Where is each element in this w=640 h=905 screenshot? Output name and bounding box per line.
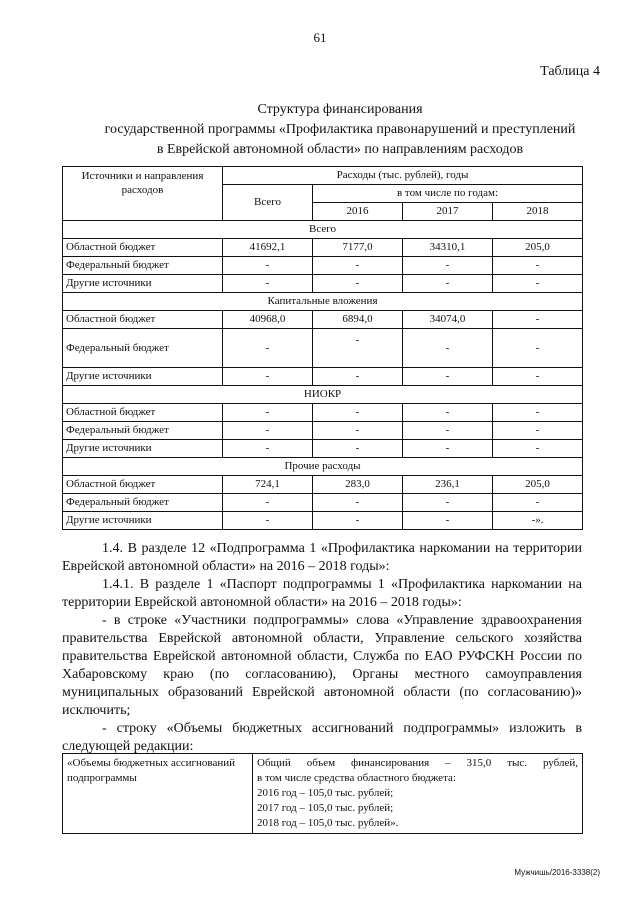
- cell-value: -: [313, 494, 403, 512]
- cell-value: 283,0: [313, 476, 403, 494]
- cell-value: -: [403, 440, 493, 458]
- header-expenses: Расходы (тыс. рублей), годы: [223, 167, 583, 185]
- cell-value: 205,0: [493, 239, 583, 257]
- cell-value: -: [493, 311, 583, 329]
- row-label: Другие источники: [63, 275, 223, 293]
- header-year-2017: 2017: [403, 203, 493, 221]
- body-text: [62, 540, 582, 756]
- cell-value: -».: [493, 512, 583, 530]
- table-row: [63, 440, 583, 458]
- cell-value: -: [403, 275, 493, 293]
- cell-value: -: [493, 494, 583, 512]
- section-title: НИОКР: [63, 386, 583, 404]
- cell-value: -: [223, 512, 313, 530]
- cell-value: -: [403, 494, 493, 512]
- cell-value: 236,1: [403, 476, 493, 494]
- row-label: Федеральный бюджет: [63, 422, 223, 440]
- section-row: [63, 221, 583, 239]
- cell-value: -: [493, 275, 583, 293]
- cell-value: -: [223, 422, 313, 440]
- budget-label: «Объемы бюджетных ассигнований подпрограммы: [63, 754, 253, 834]
- cell-value: -: [223, 404, 313, 422]
- title-line-3: в Еврейской автономной области» по направлениям расходов: [156, 142, 524, 157]
- page-number: 61: [313, 30, 327, 45]
- cell-value: -: [493, 257, 583, 275]
- cell-value: -: [403, 368, 493, 386]
- cell-value: 40968,0: [223, 311, 313, 329]
- section-row: [63, 386, 583, 404]
- cell-value: -: [223, 275, 313, 293]
- cell-value: -: [313, 368, 403, 386]
- cell-value: -: [223, 329, 313, 368]
- header-by-years: в том числе по годам:: [313, 185, 583, 203]
- budget-details: [253, 754, 583, 834]
- cell-value: -: [403, 422, 493, 440]
- row-label: Другие источники: [63, 368, 223, 386]
- section-row: [63, 458, 583, 476]
- cell-value: 6894,0: [313, 311, 403, 329]
- cell-value: -: [313, 404, 403, 422]
- header-year-2018: 2018: [493, 203, 583, 221]
- table-row: [63, 422, 583, 440]
- cell-value: -: [313, 329, 403, 368]
- table-row: [63, 329, 583, 368]
- section-row: [63, 293, 583, 311]
- table-row: [63, 512, 583, 530]
- cell-value: -: [223, 494, 313, 512]
- budget-line: 2017 год – 105,0 тыс. рублей;: [257, 802, 394, 814]
- section-title: Всего: [63, 221, 583, 239]
- financing-table: [62, 166, 583, 530]
- header-year-2016: 2016: [313, 203, 403, 221]
- cell-value: -: [493, 368, 583, 386]
- cell-value: -: [403, 404, 493, 422]
- cell-value: -: [403, 512, 493, 530]
- table-row: [63, 368, 583, 386]
- cell-value: 41692,1: [223, 239, 313, 257]
- cell-value: -: [313, 275, 403, 293]
- table-row: [63, 239, 583, 257]
- header-total: Всего: [223, 185, 313, 221]
- cell-value: 34310,1: [403, 239, 493, 257]
- header-row-1: [63, 167, 583, 185]
- cell-value: 724,1: [223, 476, 313, 494]
- paragraph: - строку «Объемы бюджетных ассигнований подпрограммы» изложить в следующей редакции:: [62, 721, 582, 754]
- row-label: Другие источники: [63, 440, 223, 458]
- row-label: Областной бюджет: [63, 239, 223, 257]
- cell-value: -: [403, 329, 493, 368]
- table-row: [63, 311, 583, 329]
- cell-value: -: [493, 440, 583, 458]
- cell-value: -: [313, 257, 403, 275]
- cell-value: -: [223, 368, 313, 386]
- row-label: Федеральный бюджет: [63, 257, 223, 275]
- cell-value: -: [223, 257, 313, 275]
- cell-value: -: [493, 422, 583, 440]
- cell-value: -: [403, 257, 493, 275]
- row-label: Федеральный бюджет: [63, 494, 223, 512]
- budget-line: 2016 год – 105,0 тыс. рублей;: [257, 787, 394, 799]
- cell-value: -: [493, 404, 583, 422]
- budget-line: в том числе средства областного бюджета:: [257, 772, 456, 784]
- paragraph: 1.4. В разделе 12 «Подпрограмма 1 «Профилактика наркомании на территории Еврейской автономной области» на 2016 – 2018 годы»:: [62, 541, 582, 574]
- table-row: [63, 494, 583, 512]
- cell-value: -: [223, 440, 313, 458]
- cell-value: 34074,0: [403, 311, 493, 329]
- document-footer-code: Мужчишь/2016-3338(2): [514, 868, 600, 877]
- table-row: [63, 257, 583, 275]
- cell-value: -: [313, 422, 403, 440]
- table-row: [63, 275, 583, 293]
- table-row: [63, 404, 583, 422]
- cell-value: -: [493, 329, 583, 368]
- header-sources: Источники и направления расходов: [63, 167, 223, 221]
- cell-value: -: [313, 512, 403, 530]
- section-title: Прочие расходы: [63, 458, 583, 476]
- title-line-2: государственной программы «Профилактика правонарушений и преступлений: [104, 122, 576, 137]
- row-label: Областной бюджет: [63, 311, 223, 329]
- paragraph: - в строке «Участники подпрограммы» слова «Управление здравоохранения правительства Еврейской автономной области, Управление сельского хозяйства правительства Еврейской автономной области, Служба по ЕАО РУФСКН России по Хабаровскому краю (по согласованию), Органы местного самоуправления муниципальных образований Еврейской автономной области (по согласованию)» исключить;: [62, 613, 582, 718]
- cell-value: 205,0: [493, 476, 583, 494]
- cell-value: 7177,0: [313, 239, 403, 257]
- section-title: Капитальные вложения: [63, 293, 583, 311]
- budget-line: 2018 год – 105,0 тыс. рублей».: [257, 817, 399, 829]
- cell-value: -: [313, 440, 403, 458]
- table-row: [63, 476, 583, 494]
- budget-allocation-table: [62, 753, 583, 834]
- budget-line: Общий объем финансирования – 315,0 тыс. рублей,: [257, 757, 578, 769]
- document-title: [60, 100, 620, 160]
- table-label: Таблица 4: [540, 64, 600, 79]
- row-label: Областной бюджет: [63, 476, 223, 494]
- title-line-1: Структура финансирования: [257, 102, 423, 117]
- row-label: Областной бюджет: [63, 404, 223, 422]
- paragraph: 1.4.1. В разделе 1 «Паспорт подпрограммы 1 «Профилактика наркомании на территории Еврейской автономной области» на 2016 – 2018 годы»:: [62, 577, 582, 610]
- table-row: [63, 754, 583, 834]
- row-label: Другие источники: [63, 512, 223, 530]
- row-label: Федеральный бюджет: [63, 329, 223, 368]
